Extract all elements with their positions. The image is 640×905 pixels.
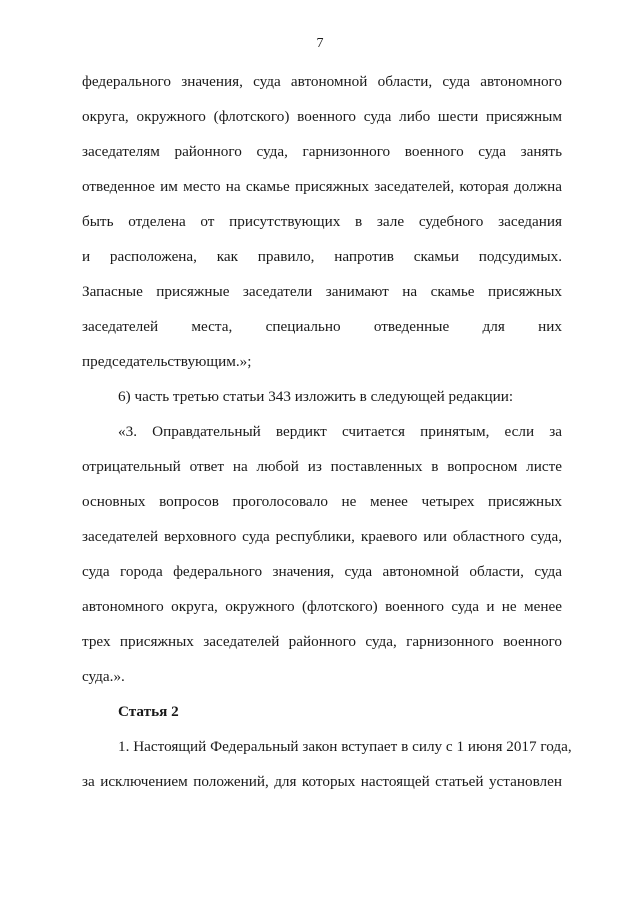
text-line: основных вопросов проголосовало не менее четырех присяжных (82, 493, 562, 510)
text-line: федерального значения, суда автономной области, суда автономного (82, 73, 562, 90)
text-line: автономного округа, окружного (флотского) военного суда и не менее (82, 598, 562, 615)
list-item: 6) часть третью статьи 343 изложить в следующей редакции: (118, 388, 514, 405)
text-line: быть отделена от присутствующих в зале судебного заседания (82, 213, 562, 230)
text-line: суда города федерального значения, суда автономной области, суда (82, 563, 562, 580)
text-line: заседателей места, специально отведенные для них (82, 318, 562, 335)
text-line: председательствующим.»; (82, 353, 252, 370)
text-line: заседателям районного суда, гарнизонного военного суда занять (82, 143, 562, 160)
text-line: отведенное им место на скамье присяжных заседателей, которая должна (82, 178, 562, 195)
text-line: трех присяжных заседателей районного суда, гарнизонного военного (82, 633, 562, 650)
page-number: 7 (316, 36, 324, 51)
text-line: 1. Настоящий Федеральный закон вступает в силу с 1 июня 2017 года, (118, 738, 572, 755)
text-line: «3. Оправдательный вердикт считается принятым, если за (118, 423, 562, 440)
text-line: суда.». (82, 668, 125, 685)
text-line: и расположена, как правило, напротив скамьи подсудимых. (82, 248, 562, 265)
text-line: Запасные присяжные заседатели занимают на скамье присяжных (82, 283, 562, 300)
article-heading: Статья 2 (118, 703, 179, 720)
text-line: за исключением положений, для которых настоящей статьей установлен (82, 773, 562, 790)
text-line: отрицательный ответ на любой из поставленных в вопросном листе (82, 458, 562, 475)
text-line: округа, окружного (флотского) военного суда либо шести присяжным (82, 108, 562, 125)
text-line: заседателей верховного суда республики, краевого или областного суда, (82, 528, 562, 545)
